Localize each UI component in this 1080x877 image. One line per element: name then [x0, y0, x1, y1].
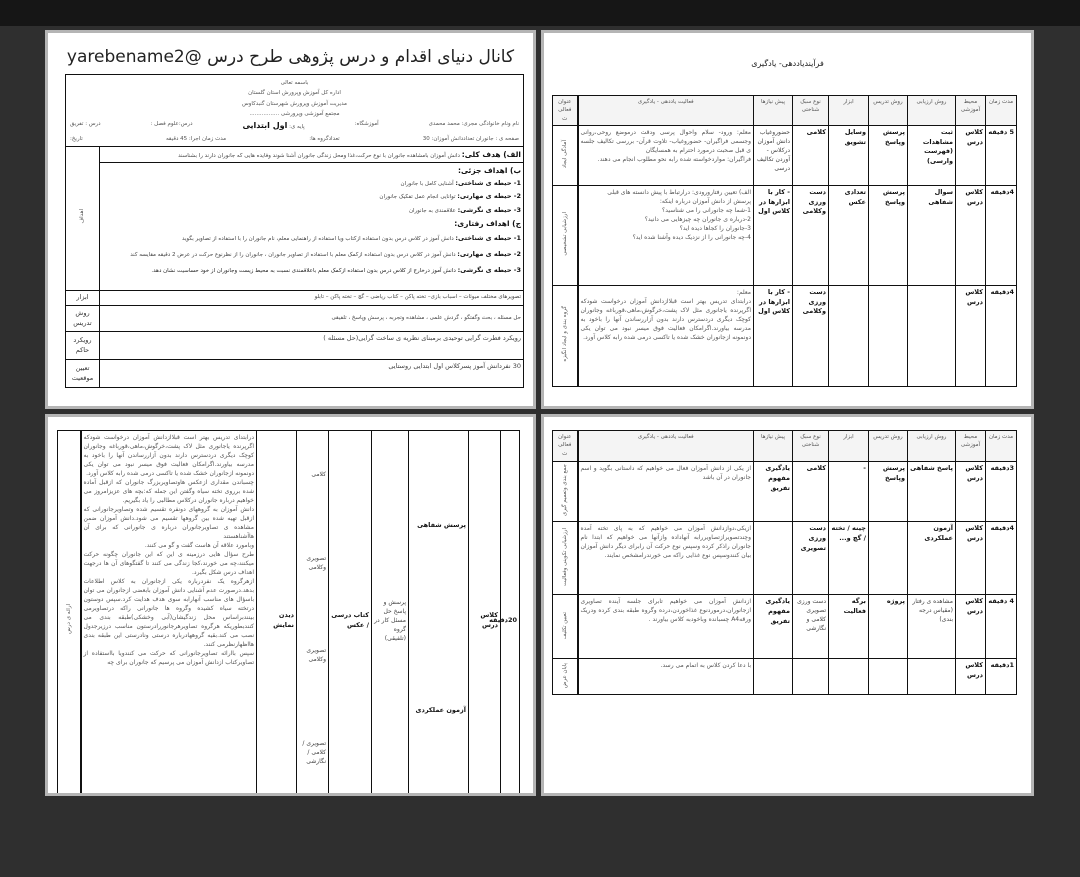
- cell-prerequisites: [754, 285, 793, 386]
- activity-title-text: ارزشیابی تشخیصی: [561, 211, 568, 256]
- cell-tools: [829, 595, 869, 659]
- text-line: کلاس درس: [965, 464, 983, 482]
- text-item: تصویری / کلامی / نگارشی: [302, 739, 326, 765]
- cell-cognitive-style: [793, 522, 829, 595]
- text-line: ازهرگروه یک نفردرباره یکی ازجانوران به کلاس اطلاعات بدهد.درصورت عدم آشنایی دانش آموزان بابعضی ازجانوران می توان باسؤال های مناسب آنهارابه سوی هدف هدایت کرد.سپس دوستون درتخته سیاه کشیده وگروه ها جانورانی راکه درتصاویرمی بینندبراساس محل زندگیشان(آبی وخشکی)طبقه بندی می کنندبطوریکه هرگروه تصاویرهرجانوررادرستون مناسب درزیرجدول نصب می کند.بقیه گروههادرباره درستی ونادرستی این طبقه بندی هااظهارنظرمی کنند.: [83, 578, 254, 648]
- cell-prerequisites: [257, 431, 297, 797]
- cell-activity: [578, 185, 754, 285]
- document-page-1: [45, 30, 536, 409]
- text-item: تصویری وکلامی: [306, 554, 326, 571]
- process-table: [552, 430, 1017, 695]
- text-item: آزمون عملکردی: [415, 705, 466, 714]
- header-lines: [68, 78, 521, 120]
- text-line: پرسش وپاسخ: [882, 127, 905, 146]
- cell-activity-title: [553, 659, 578, 695]
- header-duration: مدت زمان: [986, 96, 1017, 126]
- text-line: با دعا کردن کلاس به اتمام می رسد.: [660, 662, 751, 670]
- behavioral-goal: [102, 262, 521, 278]
- goals-label-text: اهداف: [79, 209, 86, 225]
- cell-environment: [469, 431, 501, 797]
- text-line: وسایل تشویق: [844, 127, 866, 146]
- activity-title-text: آمادگی ایجاد: [561, 139, 568, 168]
- header-row: [553, 431, 1017, 462]
- cell-teaching-method: [869, 659, 908, 695]
- process-table: [57, 430, 520, 796]
- document-page-2: [541, 30, 1034, 409]
- cell-teaching-method: [869, 595, 908, 659]
- text-line: درابتدای تدریس بهتر است قبلاازدانش آموزان درخواست شودکه اگرپرنده یاجانوری مثل لاک پشت،خرگوش،ماهی،قورباغه وجانوران کوچک دیگری دردسترس دارند بدون آزاررساندن آنها را باخود به مدرسه بیاورند.اگرامکان فعالیت فوق میسر نبود می توان یکی دونمونه ازجانوران خشک شده یا تاکسی درمی شده رابه کلاس آورد.: [83, 434, 254, 477]
- cell-teaching-method: [869, 185, 908, 285]
- cell-activity-title: [553, 595, 578, 659]
- header-activity: فعالیت یاددهی - یادگیری: [578, 96, 754, 126]
- header-line: باسمه تعالی: [280, 80, 309, 86]
- cell-duration: [986, 462, 1017, 522]
- cell-evaluation: [908, 659, 956, 695]
- header-prerequisites: پیش نیازها: [754, 431, 793, 462]
- cell-evaluation: [908, 522, 956, 595]
- text-line: کلاس درس: [965, 187, 983, 206]
- cell-cognitive-style: [793, 185, 829, 285]
- cell-activity: [578, 462, 754, 522]
- text-line: پرسش وپاسخ: [882, 464, 905, 482]
- activity-title-text: تعیین تکلیف: [561, 611, 568, 639]
- activity-title-text: ارزشیابی تکوینی وفعالیت: [561, 527, 568, 586]
- text-line: -: [863, 464, 866, 472]
- text-line: دست ورزی وکلامی: [802, 287, 826, 316]
- header-prerequisites: پیش نیازها: [754, 96, 793, 126]
- text-line: کلامی: [806, 464, 826, 472]
- text-line: 4-چه جانورانی را از نزدیک دیده وآشنا شده اید؟: [632, 233, 751, 241]
- text-line: کلاس درس: [965, 287, 983, 306]
- school: آموزشگاه:: [354, 120, 379, 127]
- text: 1- حیطه ی شناختی:: [455, 234, 521, 242]
- text-line: چسباندن مقداری ازعکس هاوتصاویربزرگ جانوران که ازقبل آماده شده برروی تخته سیاه وگفتن این جمله که:بچه های عزیزامروز می خواهیم درباره جانوران درکلاس مطالبی را یاد بگیریم.: [83, 479, 254, 504]
- activity-title-text: جمع بندی وتعمیم گیری: [561, 464, 568, 517]
- approach-label: رویکرد حاکم: [66, 332, 100, 360]
- text-line: طرح سؤال هایی درزمینه ی این که این جانوران چگونه حرکت میکنند،چه می خورند،کجا زندگی می کنند تا گفتگوهای آن ها درجهت اهداف درس شکل بگیرد.: [83, 551, 254, 576]
- duration: مدت زمان اجرا: 45 دقیقه: [165, 135, 227, 142]
- cell-teaching-method: [869, 522, 908, 595]
- text: 3- حیطه ی نگرشی:: [457, 265, 521, 274]
- cell-activity-title: [553, 462, 578, 522]
- cell-cognitive-style: [793, 595, 829, 659]
- text-line: 4 دقیقه: [988, 597, 1014, 606]
- info-row-1: [68, 120, 521, 132]
- header-duration: مدت زمان: [986, 431, 1017, 462]
- method-value: حل مسئله ، بحث وگفتگو ، گردش علمی ، مشاهده وتجربه ، پرسش وپاسخ ، تلفیقی: [100, 306, 524, 332]
- cell-activity: [578, 659, 754, 695]
- cell-prerequisites: [754, 522, 793, 595]
- text-line: کلاس درس: [965, 661, 983, 679]
- grade-value: اول ابتدایی: [242, 120, 288, 130]
- text-line: 4دقیقه: [990, 524, 1014, 533]
- header-activity-title: عنوان فعالی ت: [553, 431, 578, 462]
- header-tools: ابزار: [829, 431, 869, 462]
- cell-environment: [956, 659, 986, 695]
- text-line: ازدانش آموزان می خواهیم تابرای جلسه آینده تصاویری ازجانوران،درموردنوع غذاخوردن،درده وگروه طبقه بندی کرده ودریک ورقهA4 چسبانده وباخودبه کلاس بیاورند .: [580, 598, 751, 624]
- text-line: 3دقیقه: [990, 464, 1014, 472]
- header-row: [553, 96, 1017, 126]
- cell-duration: [986, 185, 1017, 285]
- cell-environment: [956, 185, 986, 285]
- text-line: یادگیری مفهوم تفریق: [765, 597, 790, 625]
- header-environment: محیط آموزشی: [956, 431, 986, 462]
- text-line: برگه فعالیت: [843, 597, 866, 615]
- cell-environment: [956, 595, 986, 659]
- text-line: دست ورزی تصویری: [800, 524, 826, 552]
- cell-tools: [829, 522, 869, 595]
- text-line: 4دقیقه: [990, 287, 1014, 296]
- cell-duration: [986, 285, 1017, 386]
- cell-environment: [956, 462, 986, 522]
- situation-label: تعیین موقعیت: [66, 360, 100, 388]
- text-line: الف) تعیین رفتارورودی: درارتباط با پیش دانسته های قبلی: [607, 188, 751, 196]
- table-row: [553, 185, 1017, 285]
- partial-goals-title: ب) اهداف جزئی:: [457, 166, 521, 176]
- cell-activity: [578, 522, 754, 595]
- page-title: کانال دنیای اقدام و درس پژوهی طرح درس @yarebename2: [66, 47, 515, 67]
- text-line: پاسخ شفاهی: [910, 464, 953, 472]
- teacher-name: نام ونام خانوادگی مجری: محمد محمدی: [428, 120, 519, 127]
- cell-tools: [329, 431, 372, 797]
- cell-teaching-method: [869, 285, 908, 386]
- cell-activity-title: [553, 522, 578, 595]
- text-line: 2-درباره ی جانوران چه چیزهایی می دانید؟: [644, 215, 751, 223]
- text-line: تعدادی عکس: [844, 187, 866, 206]
- cell-activity-title: [58, 431, 81, 797]
- partial-goal: [102, 190, 521, 204]
- text-line: 3-جانوران را کجاها دیده اید؟: [679, 224, 751, 232]
- header-cognitive-style: نوع سبک شناختی: [793, 96, 829, 126]
- header-cognitive-style: نوع سبک شناختی: [793, 431, 829, 462]
- situation-value: 30 نفردانش آموز پسرکلاس اول ابتدایی روستایی: [100, 360, 524, 388]
- cell-prerequisites: [754, 595, 793, 659]
- text-line: معلم:: [736, 288, 751, 296]
- text: دانش آموز در کلاس درس بدون استفاده ازکمک معلم با استفاده از تصاویر جانوران ، جانوران را از نظرنوع حرکت در عرض 2 دقیقه مقایسه کند: [130, 251, 456, 258]
- text-line: کتاب درسی / عکس: [331, 610, 369, 629]
- text-line: از یکی از دانش آموزان فعال می خواهیم که داستانی بگوید و اسم جانوران در آن باشد: [580, 465, 751, 481]
- text: توانایی انجام عمل تفکیک جانوران: [379, 194, 456, 201]
- table-row: [553, 595, 1017, 659]
- cell-cognitive-style: [793, 659, 829, 695]
- header-activity-title: عنوان فعالی ت: [553, 96, 578, 126]
- text-line: 1-شما چه جانورانی را می شناسید؟: [662, 206, 751, 214]
- cell-environment: [956, 285, 986, 386]
- text-line: یادگیری مفهوم تفریق: [765, 464, 790, 492]
- approach-value: رویکرد فطرت گرایی توحیدی برمبنای نظریه ی ساخت گرایی(حل مسئله ): [100, 332, 524, 360]
- cell-activity: [81, 431, 257, 797]
- cell-activity: [578, 125, 754, 185]
- header-tools: ابزار: [829, 96, 869, 126]
- info-row-2: [68, 135, 521, 143]
- text-line: دانش آموزان به گروههای دونفره تقسیم شده وتصاویرجانورانی که ازقبل تهیه شده بین گروهها تقسیم می شود.دانش آموزان ضمن مشاهده ی تصاویرجانوران درباره ی جانورانی که برای آن هاآشناهستند: [83, 506, 254, 540]
- cell-prerequisites: [754, 462, 793, 522]
- document-page-3: [45, 414, 536, 796]
- cell-duration: [986, 125, 1017, 185]
- cell-duration: [986, 595, 1017, 659]
- cell-duration: [986, 522, 1017, 595]
- text-line: دست ورزی وکلامی: [802, 187, 826, 216]
- cell-teaching-method: [869, 125, 908, 185]
- viewer-top-bar: [0, 0, 1080, 26]
- cell-tools: [829, 125, 869, 185]
- header-teaching-method: روش تدریس: [869, 431, 908, 462]
- text-line: دست ورزی تصویری کلامی و نگارشی: [797, 598, 826, 633]
- cell-evaluation: [908, 595, 956, 659]
- cell-tools: [829, 285, 869, 386]
- activity-title-text: گروه بندی و ایجاد انگیزه: [561, 306, 568, 363]
- text-item: کلامی: [311, 471, 326, 479]
- cell-tools: [829, 659, 869, 695]
- cell-evaluation: [908, 285, 956, 386]
- text-line: کلاس درس: [965, 524, 983, 542]
- date: تاریخ:: [70, 135, 83, 142]
- cell-activity: [578, 285, 754, 386]
- method-label: روش تدریس: [66, 306, 100, 332]
- cell-environment: [956, 522, 986, 595]
- general-goal-cell: [100, 147, 524, 163]
- cell-evaluation: [409, 431, 469, 797]
- cell-prerequisites: [754, 185, 793, 285]
- text-line: سپس باارائه تصاویرجانورانی که حرکت می کنندویا بااستفاده از تصاویرکتاب ازدانش آموزان می پرسیم که جانوران برای چه: [83, 650, 254, 666]
- cell-activity-title: [553, 285, 578, 386]
- cell-cognitive-style: [793, 462, 829, 522]
- table-row: [553, 125, 1017, 185]
- cell-activity-title: [553, 125, 578, 185]
- text-line: آزمون عملکردی: [924, 524, 953, 542]
- process-table: [552, 95, 1017, 387]
- cell-environment: [956, 125, 986, 185]
- cell-activity: [578, 595, 754, 659]
- activity-title-text: پایان عرض: [561, 662, 568, 688]
- header-activity: فعالیت یاددهی - یادگیری: [578, 431, 754, 462]
- text: 3- حیطه ی نگرشی:: [457, 206, 521, 214]
- behavioral-goals-title: ج) اهداف رفتاری:: [454, 218, 521, 228]
- cell-teaching-method: [372, 431, 409, 797]
- header-environment: محیط آموزشی: [956, 96, 986, 126]
- table-row: [553, 659, 1017, 695]
- table-row: [553, 462, 1017, 522]
- lesson: درس : تفریق: [70, 120, 101, 127]
- text-line: 20دقیقه: [489, 615, 517, 624]
- behavioral-goal: [102, 229, 521, 246]
- goals-label: [66, 147, 100, 291]
- text: آشنایی کامل با جانوران: [400, 180, 454, 187]
- text-line: 5 دقیقه: [988, 127, 1014, 136]
- text: علاقمندی به جانوران: [408, 208, 456, 214]
- header-evaluation: روش ارزیابی: [908, 431, 956, 462]
- text-line: چینه / تخته / گچ و...: [831, 524, 866, 542]
- tools-label: ابزار: [66, 291, 100, 306]
- cell-duration: [986, 659, 1017, 695]
- cell-tools: [829, 185, 869, 285]
- text-item: پرسش شفاهی: [417, 520, 466, 529]
- partial-goal: [102, 204, 521, 218]
- text: 2- حیطه ی مهارتی:: [457, 192, 521, 201]
- text-line: پرسش از دانش آموزان درباره اینکه:: [659, 197, 751, 205]
- cell-cognitive-style: [793, 285, 829, 386]
- text-line: مشاهده ی رفتار (مقیاس درجه بندی): [912, 598, 953, 624]
- text-line: درابتدای تدریس بهتر است قبلاازدانش آموزان درخواست شودکه اگرپرنده یاجانوری مثل لاک پشت،خرگوش،ماهی،قورباغه وجانوران کوچک دیگری دردسترس دارند بدون آزاررساندن آنها را باخود به مدرسه بیاورند.اگرامکان فعالیت فوق میسر نبود می توان یکی دونمونه ازجانوران خشک شده یا تاکسی درمی شده رابه کلاس آورد.: [580, 297, 751, 341]
- text-line: پروژه: [886, 597, 905, 606]
- text-line: ازیکی،دوازدانش آموزان می خواهیم که به پای تخته آمده وچندتصویرازتصاویررابه آنهاداده وازآنها می خواهیم که ابتدا نام جانوران راذکر کرده وسپس نوع حرکت آن رابرای دیگر دانش آموزان بیان کنندوسپس نوع غذایی راکه می خورندرامشخص نمایند.: [580, 525, 751, 560]
- text-line: - کار با ابزارها در کلاس اول: [758, 287, 790, 316]
- partial-goal: [102, 177, 521, 191]
- text-line: 4دقیقه: [990, 187, 1014, 196]
- header-line: اداره کل آموزش وپرورش استان گلستان: [248, 90, 341, 97]
- group-count: تعدادگروه ها:: [309, 135, 340, 142]
- text-item: تصویری وکلامی: [306, 647, 326, 664]
- cell-prerequisites: [754, 125, 793, 185]
- text-line: سوال شفاهی: [928, 187, 953, 206]
- cell-evaluation: [908, 462, 956, 522]
- cell-evaluation: [908, 185, 956, 285]
- text: دانش آموز در کلاس درس بدون استفاده ازکتاب ویا استفاده از راهنمایی معلم، نام جانوران را با استفاده از تصاویر بگوید: [181, 236, 454, 242]
- text-line: دیدن نمایش: [273, 610, 294, 629]
- cell-stack: [299, 433, 326, 796]
- text-line: کلاس درس: [480, 610, 498, 629]
- page-and-students: صفحه ی : جانوران تعداددانش آموزان: 30: [422, 135, 519, 142]
- cell-cognitive-style: [297, 431, 329, 797]
- cell-stack: [411, 433, 466, 796]
- cell-cognitive-style: [793, 125, 829, 185]
- text-line: ثبت مشاهدات (فهرست وارسی): [922, 127, 953, 165]
- header-line: مجتمع آموزشی وپرورشی .................: [249, 111, 340, 118]
- general-goal-title: الف) هدف کلی:: [461, 150, 521, 159]
- text-line: 1دقیقه: [990, 661, 1014, 670]
- text: 2- حیطه ی مهارتی:: [457, 249, 521, 258]
- document-page-4: [541, 414, 1034, 796]
- activity-title-text: ارائه ی درس: [65, 604, 72, 634]
- cell-tools: [829, 462, 869, 522]
- text-line: حضوروغیاب دانش آموزان درکلاس - آوردن تکالیف درسی: [756, 128, 790, 172]
- table-row: [58, 431, 520, 797]
- text-line: کلاس درس: [965, 127, 983, 146]
- text: دانش آموز درخارج از کلاس درس بدون استفاده ازکمک معلم باعلاقمندی نسبت به محیط زیست وجانوران از خود حساسیت نشان دهد.: [151, 267, 456, 274]
- header-evaluation: روش ارزیابی: [908, 96, 956, 126]
- text-line: - کار با ابزارها در کلاس اول: [758, 187, 790, 216]
- table-row: [553, 285, 1017, 386]
- text-line: کلامی: [806, 127, 826, 136]
- lesson-info-table: [65, 74, 524, 388]
- header-line: مدیریت آموزش وپرورش شهرستان گنبدکاوس: [242, 100, 347, 107]
- cell-teaching-method: [869, 462, 908, 522]
- general-goal: دانش آموزان بامشاهده جانوران با نوع حرکت،غذا ومحل زندگی جانوران آشنا شوند وفایده هایی که جانوران دارند را بشناسند: [178, 153, 461, 159]
- cell-prerequisites: [754, 659, 793, 695]
- text: 1- حیطه ی شناختی:: [455, 178, 521, 187]
- cell-activity-title: [553, 185, 578, 285]
- header-teaching-method: روش تدریس: [869, 96, 908, 126]
- text-line: معلم: ورود- سلام واحوال پرسی ودقت درموضع روحی،روانی وجسمی فراگیران- حضوروغیاب- تلاوت قرآن- بررسی تکالیف جلسه ی قبل صحبت درمورد احترام به همسایگان: [580, 128, 751, 154]
- tools-value: تصویرهای مختلف میوئات – اسباب بازی– تخته پاکن – کتاب ریاضی – گچ – تخته پاکن – تابلو: [100, 291, 524, 306]
- text-line: وبامورد علاقه آن هاست گفت و گو می کنند.: [144, 542, 254, 549]
- text-line: کلاس درس: [965, 597, 983, 615]
- text-line: پرسش و پاسخ حل مسئل کار در گروه (تلفیقی): [374, 599, 406, 642]
- behavioral-goal: [102, 246, 521, 262]
- grade-label: پایه ی:: [289, 123, 305, 130]
- table-row: [553, 522, 1017, 595]
- text-line: پرسش وپاسخ: [882, 187, 905, 206]
- text-line: فراگیران: مواردخواسته شده رابه نحو مطلوب انجام می دهند.: [597, 155, 751, 163]
- cell-evaluation: [908, 125, 956, 185]
- page-title: فرآیندیاددهی- یادگیری: [751, 59, 824, 68]
- subject: درس:علوم فصل :: [150, 120, 193, 127]
